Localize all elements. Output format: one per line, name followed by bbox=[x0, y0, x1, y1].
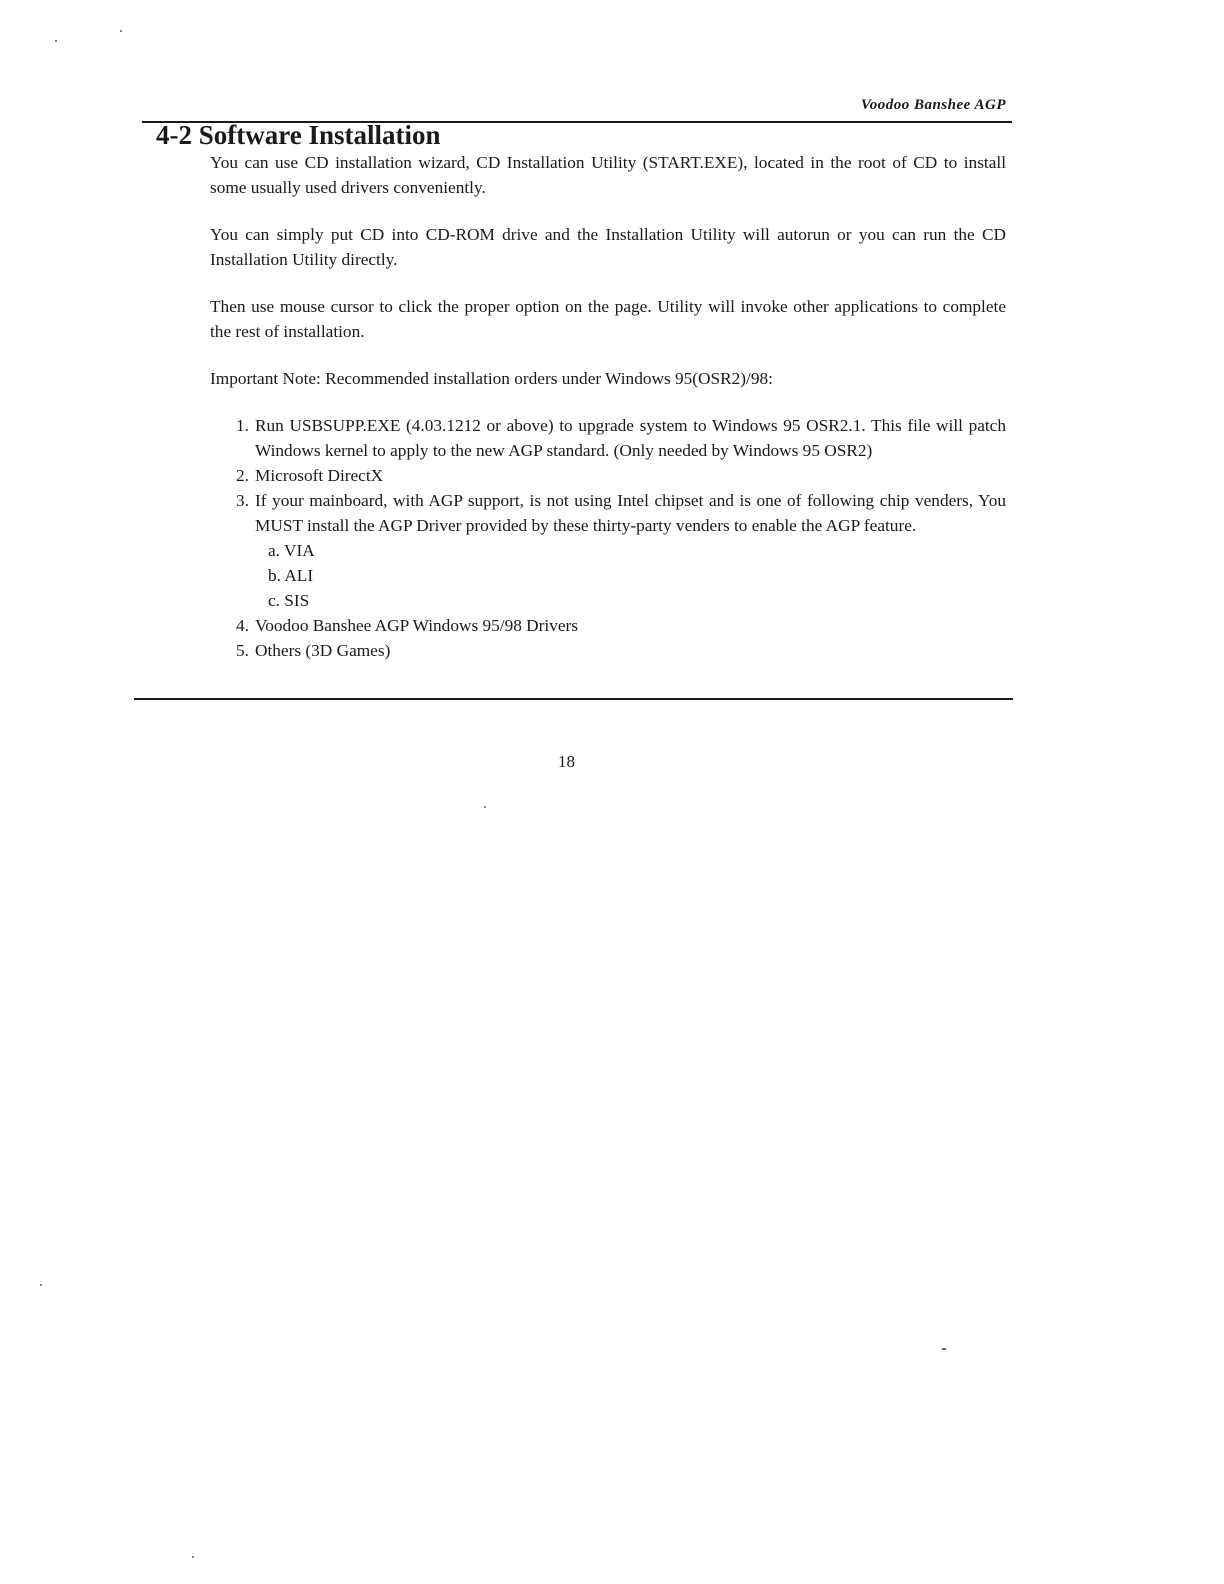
step-number: 3. bbox=[236, 491, 249, 510]
running-header: Voodoo Banshee AGP bbox=[860, 97, 1006, 113]
list-item bbox=[236, 638, 1006, 663]
vendor-item: c. SIS bbox=[268, 591, 310, 610]
step-text: Others (3D Games) bbox=[255, 641, 391, 660]
intro-paragraph: You can use CD installation wizard, CD Installation Utility (START.EXE), located in the root of CD to install some usually used drivers conveniently. bbox=[210, 153, 1006, 197]
footer-rule bbox=[134, 698, 1013, 700]
step-text: Run USBSUPP.EXE (4.03.1212 or above) to upgrade system to Windows 95 OSR2.1. This file will patch Windows kernel to apply to the new AGP standard. (Only needed by Windows 95 OSR2) bbox=[255, 416, 1006, 460]
list-item bbox=[236, 463, 1006, 488]
usage-paragraph: Then use mouse cursor to click the proper option on the page. Utility will invoke other applications to complete the rest of installation. bbox=[210, 297, 1006, 341]
vendor-item: b. ALI bbox=[268, 566, 314, 585]
scan-speck bbox=[55, 40, 57, 42]
list-item bbox=[236, 613, 1006, 638]
scan-speck bbox=[942, 1348, 946, 1350]
scan-speck bbox=[120, 30, 122, 32]
list-item bbox=[236, 488, 1006, 613]
step-number: 2. bbox=[236, 466, 249, 485]
list-item bbox=[236, 413, 1006, 463]
step-text: Microsoft DirectX bbox=[255, 466, 384, 485]
installation-steps bbox=[210, 413, 1006, 663]
vendor-list bbox=[255, 538, 1006, 613]
step-number: 4. bbox=[236, 616, 249, 635]
autorun-paragraph: You can simply put CD into CD-ROM drive and the Installation Utility will autorun or you can run the CD Installation Utility directly. bbox=[210, 225, 1006, 269]
scan-speck bbox=[40, 1284, 42, 1286]
step-text: If your mainboard, with AGP support, is not using Intel chipset and is one of following chip venders, You MUST install the AGP Driver provided by these thirty-party venders to enable the AGP feature. bbox=[255, 491, 1006, 535]
scan-speck bbox=[484, 806, 486, 808]
step-number: 5. bbox=[236, 641, 249, 660]
scan-speck bbox=[192, 1556, 194, 1558]
section-body bbox=[210, 150, 1006, 663]
page-number: 18 bbox=[558, 752, 575, 771]
vendor-item: a. VIA bbox=[268, 541, 315, 560]
step-text: Voodoo Banshee AGP Windows 95/98 Drivers bbox=[255, 616, 578, 635]
important-note: Important Note: Recommended installation orders under Windows 95(OSR2)/98: bbox=[210, 369, 773, 388]
step-number: 1. bbox=[236, 416, 249, 435]
section-title: 4-2 Software Installation bbox=[156, 120, 441, 150]
